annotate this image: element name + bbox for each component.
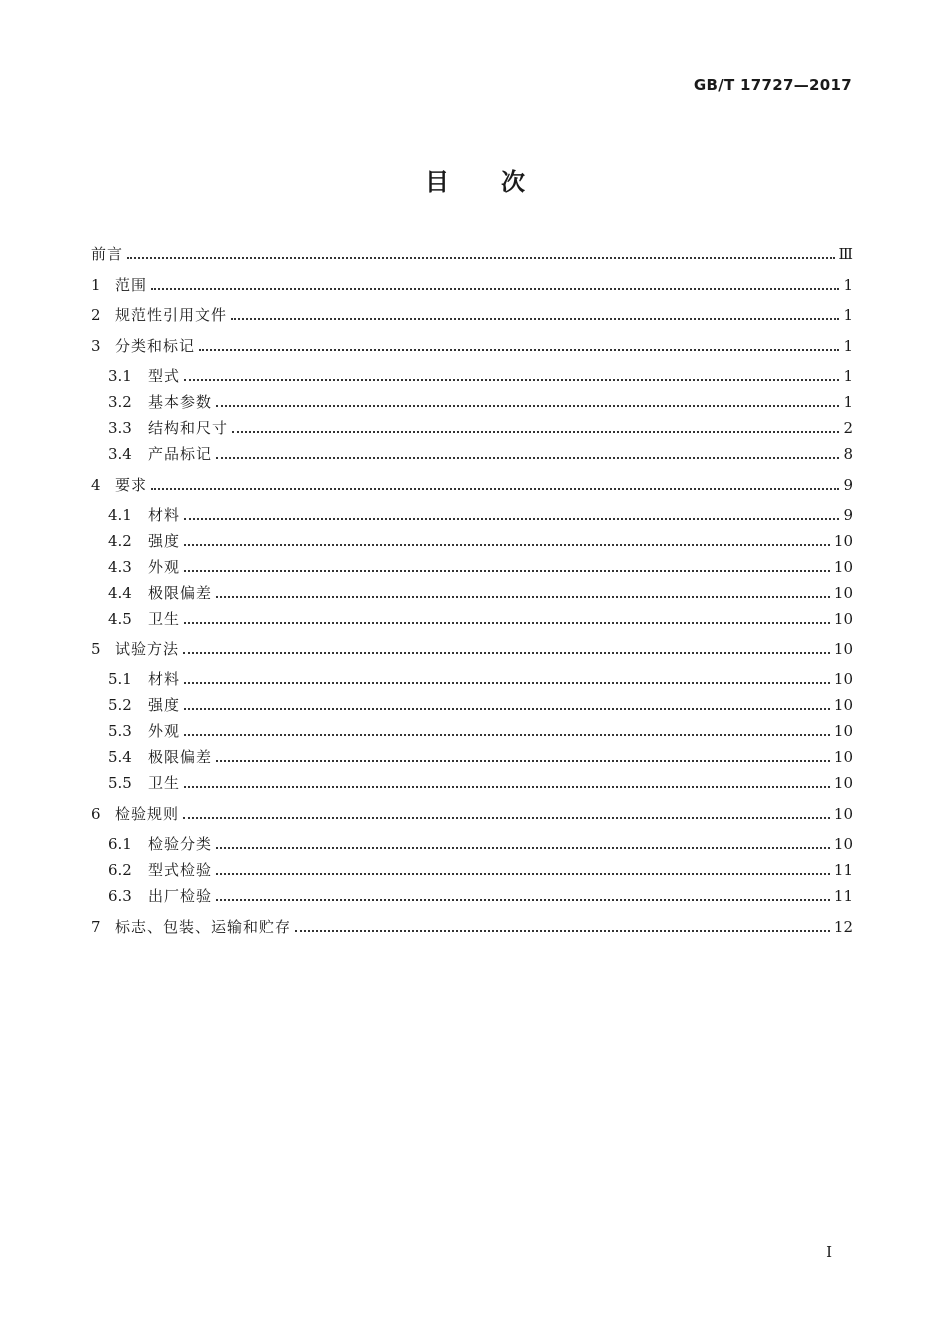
toc-entry-page: 11 bbox=[833, 861, 853, 879]
toc-entry[interactable] bbox=[91, 638, 853, 660]
toc-dot-leader bbox=[183, 652, 830, 654]
toc-entry-number: 3.3 bbox=[108, 419, 132, 437]
toc-dot-leader bbox=[216, 873, 830, 875]
toc-entry[interactable] bbox=[108, 668, 853, 690]
toc-entry[interactable] bbox=[108, 556, 853, 578]
toc-entry-page: 9 bbox=[843, 506, 853, 524]
toc-entry-title: 试验方法 bbox=[115, 640, 180, 658]
toc-dot-leader bbox=[216, 899, 830, 901]
toc-entry-number: 5.3 bbox=[108, 722, 132, 740]
toc-entry-page: 2 bbox=[843, 419, 853, 437]
toc-entry-title: 极限偏差 bbox=[148, 748, 213, 766]
toc-entry-title: 标志、包装、运输和贮存 bbox=[115, 918, 292, 936]
toc-entry[interactable] bbox=[91, 243, 853, 265]
toc-entry-number: 4.4 bbox=[108, 584, 132, 602]
toc-entry-title: 外观 bbox=[148, 722, 181, 740]
toc-entry[interactable] bbox=[91, 916, 853, 938]
toc-dot-leader bbox=[127, 257, 835, 259]
toc-entry-number: 4.3 bbox=[108, 558, 132, 576]
toc-entry-title: 材料 bbox=[148, 506, 181, 524]
toc-entry-title: 检验规则 bbox=[115, 805, 180, 823]
toc-entry-title: 产品标记 bbox=[148, 445, 213, 463]
toc-entry-page: 10 bbox=[833, 610, 853, 628]
toc-entry-page: 10 bbox=[833, 835, 853, 853]
toc-entry-number: 6 bbox=[91, 805, 101, 823]
toc-dot-leader bbox=[216, 760, 830, 762]
toc-entry[interactable] bbox=[108, 417, 853, 439]
toc-entry-page: 9 bbox=[843, 476, 853, 494]
toc-entry[interactable] bbox=[91, 474, 853, 496]
toc-entry-number: 6.3 bbox=[108, 887, 132, 905]
toc-entry-number: 3.1 bbox=[108, 367, 132, 385]
toc-entry[interactable] bbox=[108, 720, 853, 742]
toc-entry-page: 1 bbox=[843, 276, 853, 294]
toc-entry[interactable] bbox=[108, 391, 853, 413]
toc-dot-leader bbox=[184, 786, 830, 788]
toc-entry-number: 6.2 bbox=[108, 861, 132, 879]
toc-entry-number: 7 bbox=[91, 918, 101, 936]
toc-dot-leader bbox=[184, 622, 830, 624]
toc-entry-number: 5.2 bbox=[108, 696, 132, 714]
toc-dot-leader bbox=[184, 708, 830, 710]
toc-entry-title: 强度 bbox=[148, 696, 181, 714]
toc-entry[interactable] bbox=[108, 608, 853, 630]
standard-number: GB/T 17727—2017 bbox=[693, 76, 852, 94]
toc-entry-page: 10 bbox=[833, 696, 853, 714]
toc-entry-title: 卫生 bbox=[148, 610, 181, 628]
toc-entry[interactable] bbox=[91, 803, 853, 825]
toc-entry-page: 1 bbox=[843, 367, 853, 385]
toc-entry[interactable] bbox=[108, 530, 853, 552]
toc-entry-page: 10 bbox=[833, 805, 853, 823]
toc-entry[interactable] bbox=[108, 746, 853, 768]
toc-entry-title: 型式 bbox=[148, 367, 181, 385]
toc-dot-leader bbox=[216, 596, 830, 598]
toc-dot-leader bbox=[151, 488, 839, 490]
toc-entry[interactable] bbox=[108, 504, 853, 526]
toc-dot-leader bbox=[216, 405, 839, 407]
toc-entry-number: 3.2 bbox=[108, 393, 132, 411]
toc-dot-leader bbox=[232, 431, 839, 433]
toc-entry-title: 强度 bbox=[148, 532, 181, 550]
toc-entry[interactable] bbox=[108, 582, 853, 604]
toc-entry[interactable] bbox=[91, 304, 853, 326]
toc-entry-page: 10 bbox=[833, 670, 853, 688]
toc-entry-number: 6.1 bbox=[108, 835, 132, 853]
toc-entry[interactable] bbox=[91, 335, 853, 357]
toc-dot-leader bbox=[216, 847, 830, 849]
toc-entry[interactable] bbox=[108, 443, 853, 465]
toc-entry[interactable] bbox=[108, 772, 853, 794]
toc-entry-title: 检验分类 bbox=[148, 835, 213, 853]
toc-entry-page: Ⅲ bbox=[838, 245, 853, 263]
toc-entry[interactable] bbox=[108, 694, 853, 716]
toc-entry-number: 4.1 bbox=[108, 506, 132, 524]
toc-entry-title: 型式检验 bbox=[148, 861, 213, 879]
toc-dot-leader bbox=[183, 817, 830, 819]
toc-dot-leader bbox=[199, 349, 839, 351]
toc-entry-number: 3 bbox=[91, 337, 101, 355]
toc-dot-leader bbox=[151, 288, 839, 290]
toc-entry-title: 分类和标记 bbox=[115, 337, 196, 355]
toc-entry-title: 范围 bbox=[115, 276, 148, 294]
toc-entry-page: 8 bbox=[843, 445, 853, 463]
toc-entry-number: 5.1 bbox=[108, 670, 132, 688]
toc-entry-page: 10 bbox=[833, 532, 853, 550]
toc-entry-page: 10 bbox=[833, 640, 853, 658]
toc-entry[interactable] bbox=[91, 274, 853, 296]
page-folio: I bbox=[826, 1243, 832, 1261]
toc-entry-title: 结构和尺寸 bbox=[148, 419, 229, 437]
toc-entry-number: 4.5 bbox=[108, 610, 132, 628]
toc-entry-number: 4.2 bbox=[108, 532, 132, 550]
toc-entry-title: 材料 bbox=[148, 670, 181, 688]
toc-dot-leader bbox=[216, 457, 839, 459]
toc-entry[interactable] bbox=[108, 833, 853, 855]
toc-entry-title: 外观 bbox=[148, 558, 181, 576]
toc-entry-page: 12 bbox=[833, 918, 853, 936]
toc-entry-number: 1 bbox=[91, 276, 101, 294]
toc-entry-number: 5 bbox=[91, 640, 101, 658]
toc-entry-page: 1 bbox=[843, 393, 853, 411]
toc-entry-number: 4 bbox=[91, 476, 101, 494]
toc-entry[interactable] bbox=[108, 885, 853, 907]
toc-entry-number: 5.4 bbox=[108, 748, 132, 766]
toc-entry-page: 10 bbox=[833, 774, 853, 792]
toc-entry[interactable] bbox=[108, 859, 853, 881]
toc-entry-title: 基本参数 bbox=[148, 393, 213, 411]
toc-entry-title: 卫生 bbox=[148, 774, 181, 792]
toc-dot-leader bbox=[295, 930, 830, 932]
toc-entry[interactable] bbox=[108, 365, 853, 387]
toc-dot-leader bbox=[184, 379, 839, 381]
toc-entry-title: 规范性引用文件 bbox=[115, 306, 228, 324]
toc-entry-title: 极限偏差 bbox=[148, 584, 213, 602]
toc-entry-page: 10 bbox=[833, 748, 853, 766]
toc-entry-number: 2 bbox=[91, 306, 101, 324]
toc-dot-leader bbox=[231, 318, 839, 320]
toc-entry-page: 10 bbox=[833, 722, 853, 740]
toc-entry-page: 1 bbox=[843, 306, 853, 324]
toc-entry-page: 11 bbox=[833, 887, 853, 905]
toc-entry-page: 10 bbox=[833, 584, 853, 602]
toc-entry-page: 10 bbox=[833, 558, 853, 576]
toc-dot-leader bbox=[184, 682, 830, 684]
toc-dot-leader bbox=[184, 544, 830, 546]
toc-dot-leader bbox=[184, 570, 830, 572]
page-title: 目次 bbox=[425, 168, 577, 196]
toc-entry-page: 1 bbox=[843, 337, 853, 355]
toc-dot-leader bbox=[184, 518, 839, 520]
toc-dot-leader bbox=[184, 734, 830, 736]
toc-entry-title: 前言 bbox=[91, 245, 124, 263]
toc-entry-title: 要求 bbox=[115, 476, 148, 494]
toc-entry-number: 3.4 bbox=[108, 445, 132, 463]
toc-entry-number: 5.5 bbox=[108, 774, 132, 792]
toc-entry-title: 出厂检验 bbox=[148, 887, 213, 905]
